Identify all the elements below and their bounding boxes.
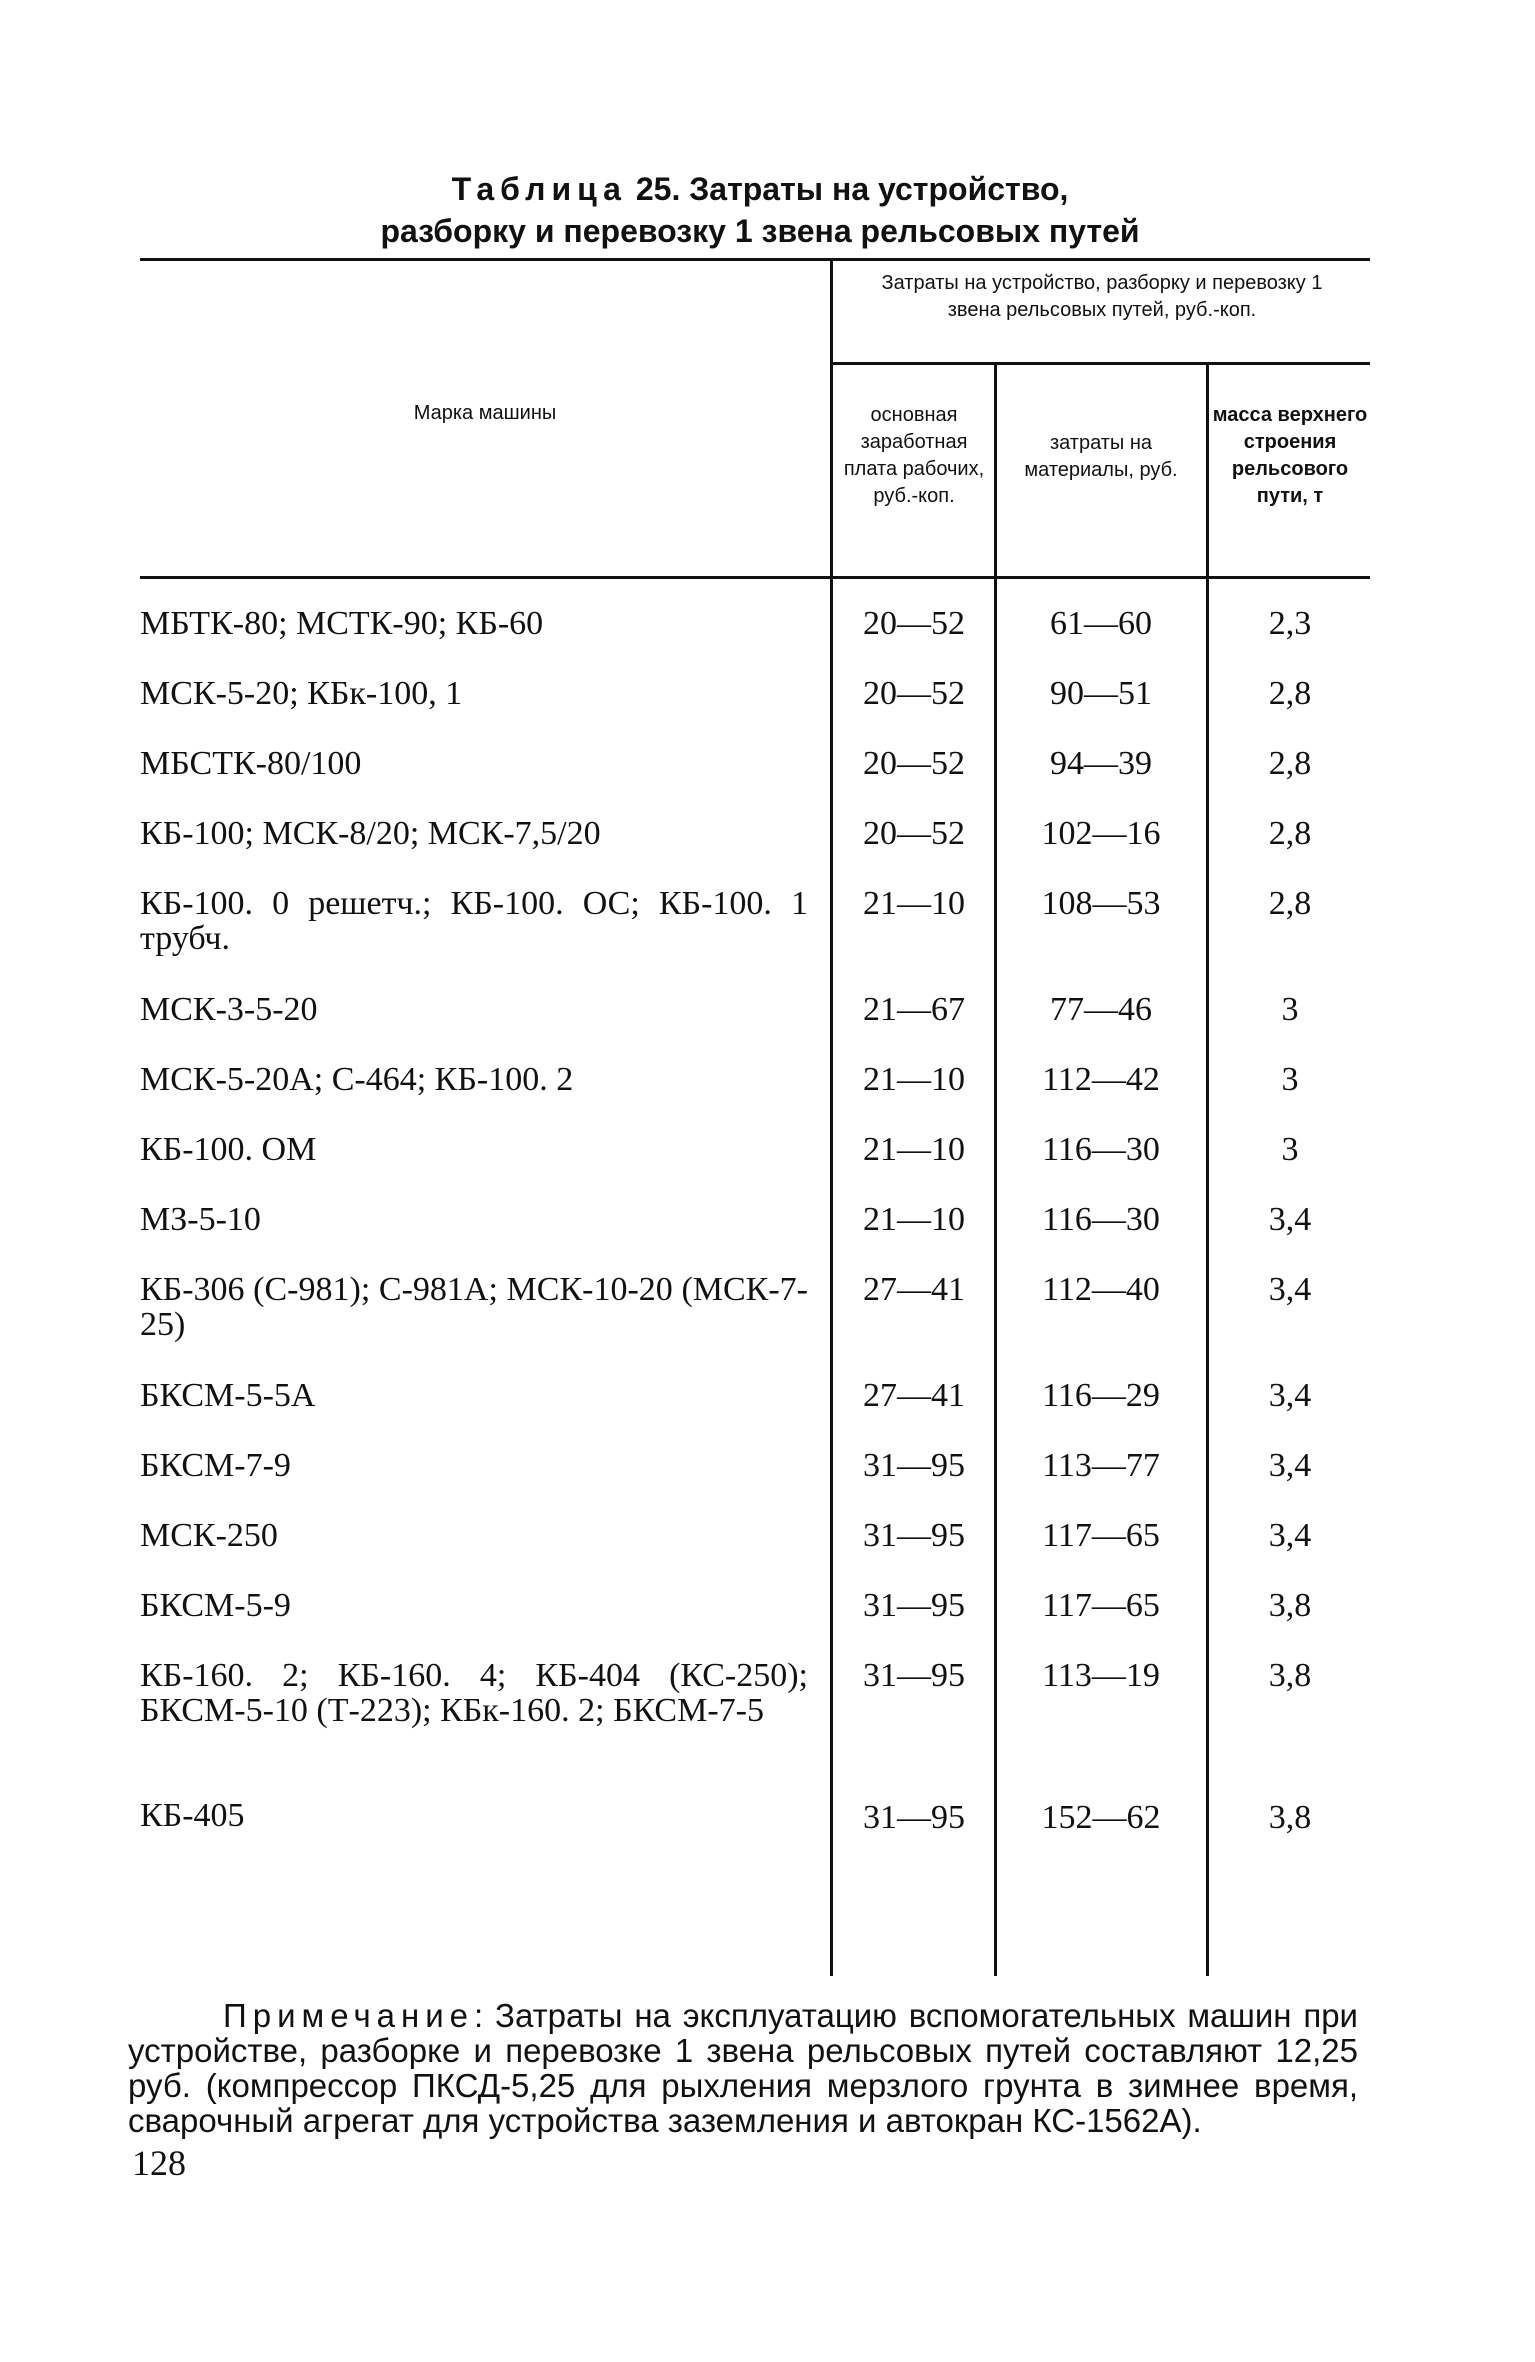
row-name: МБСТК-80/100 — [140, 745, 362, 782]
row-mass: 3 — [1281, 1061, 1299, 1098]
row-wage: 27—41 — [863, 1377, 965, 1414]
row-materials: 112—42 — [1042, 1061, 1160, 1098]
header-mass: масса верхнего строения рельсового пути, т — [1212, 404, 1368, 507]
row-wage: 31—95 — [863, 1799, 965, 1836]
row-mass: 2,8 — [1268, 885, 1312, 922]
row-mass: 3 — [1281, 991, 1299, 1028]
row-name: МСК-250 — [140, 1517, 278, 1554]
row-materials: 90—51 — [1050, 675, 1152, 712]
note-text: : Затраты на эксплуатацию вспомогательных машин при устройстве, разборке и перевозке 1 звена рельсовых путей составляют 12,25 руб. (компрессор ПКСД-5,25 для рыхления мерзлого грунта в зимнее время, сварочный агрегат для устройства заземления и автокран КС-1562А). — [128, 1997, 1358, 2139]
row-mass: 2,8 — [1268, 675, 1312, 712]
row-name: МСК-5-20; КБк-100, 1 — [140, 675, 463, 712]
row-materials: 77—46 — [1050, 991, 1152, 1028]
row-mass: 3,4 — [1268, 1377, 1312, 1414]
row-wage: 20—52 — [863, 605, 965, 642]
row-name: КБ-405 — [140, 1797, 245, 1834]
row-mass: 2,3 — [1268, 605, 1312, 642]
row-materials: 152—62 — [1041, 1799, 1161, 1836]
header-group: Затраты на устройство, разборку и перевозку 1 звена рельсовых путей, руб.-коп. — [881, 272, 1323, 321]
row-mass: 3,8 — [1268, 1587, 1312, 1624]
row-name: БКСМ-5-5А — [140, 1377, 316, 1414]
row-materials: 61—60 — [1050, 605, 1152, 642]
row-name: БКСМ-7-9 — [140, 1447, 291, 1484]
column-divider-1 — [830, 258, 833, 1976]
row-name: МБТК-80; МСТК-90; КБ-60 — [140, 605, 544, 642]
title-prefix: Таблица — [451, 171, 627, 207]
row-mass: 3,4 — [1268, 1201, 1312, 1238]
row-name: КБ-306 (С-981); С-981А; МСК-10-20 (МСК-7-25) — [140, 1271, 808, 1343]
row-name: КБ-160. 2; КБ-160. 4; КБ-404 (КС-250); БКСМ-5-10 (Т-223); КБк-160. 2; БКСМ-7-5 — [140, 1657, 808, 1729]
row-materials: 116—30 — [1042, 1201, 1160, 1238]
row-name: МСК-3-5-20 — [140, 991, 318, 1028]
note-label: Примечание — [223, 1997, 475, 2034]
row-wage: 20—52 — [863, 815, 965, 852]
row-name: КБ-100. ОМ — [140, 1131, 317, 1168]
row-name: КБ-100. 0 решетч.; КБ-100. ОС; КБ-100. 1 трубч. — [140, 885, 808, 957]
row-wage: 20—52 — [863, 745, 965, 782]
row-name: КБ-100; МСК-8/20; МСК-7,5/20 — [140, 815, 601, 852]
column-divider-2 — [994, 362, 997, 1976]
row-materials: 113—19 — [1042, 1657, 1160, 1694]
table-title — [140, 168, 1380, 252]
header-machine: Марка машины — [413, 402, 557, 424]
row-wage: 31—95 — [863, 1517, 965, 1554]
title-line1: 25. Затраты на устройство, — [626, 171, 1069, 207]
column-divider-3 — [1206, 362, 1209, 1976]
page-number: 128 — [132, 2143, 186, 2183]
header-wage: основная заработная плата рабочих, руб.-коп. — [843, 404, 985, 507]
row-materials: 116—29 — [1042, 1377, 1160, 1414]
row-materials: 113—77 — [1042, 1447, 1160, 1484]
row-materials: 102—16 — [1041, 815, 1161, 852]
row-wage: 21—10 — [863, 885, 965, 922]
title-line2: разборку и перевозку 1 звена рельсовых путей — [380, 213, 1140, 249]
row-name: БКСМ-5-9 — [140, 1587, 291, 1624]
row-wage: 21—10 — [863, 1131, 965, 1168]
row-wage: 20—52 — [863, 675, 965, 712]
header-materials: затраты на материалы, руб. — [1024, 432, 1178, 481]
row-materials: 116—30 — [1042, 1131, 1160, 1168]
row-wage: 21—10 — [863, 1061, 965, 1098]
row-materials: 94—39 — [1050, 745, 1152, 782]
row-mass: 3,8 — [1268, 1657, 1312, 1694]
row-mass: 2,8 — [1268, 745, 1312, 782]
row-wage: 21—67 — [863, 991, 965, 1028]
row-mass: 3,4 — [1268, 1517, 1312, 1554]
table-top-rule — [140, 258, 1370, 261]
row-materials: 117—65 — [1042, 1587, 1160, 1624]
row-name: МЗ-5-10 — [140, 1201, 261, 1238]
row-wage: 27—41 — [863, 1271, 965, 1308]
row-mass: 2,8 — [1268, 815, 1312, 852]
row-materials: 117—65 — [1042, 1517, 1160, 1554]
row-materials: 112—40 — [1042, 1271, 1160, 1308]
row-mass: 3,8 — [1268, 1799, 1312, 1836]
table-note — [128, 1998, 1358, 2138]
row-wage: 21—10 — [863, 1201, 965, 1238]
row-wage: 31—95 — [863, 1447, 965, 1484]
row-mass: 3,4 — [1268, 1447, 1312, 1484]
group-header-rule — [832, 362, 1370, 365]
row-wage: 31—95 — [863, 1657, 965, 1694]
row-materials: 108—53 — [1041, 885, 1161, 922]
row-wage: 31—95 — [863, 1587, 965, 1624]
row-name: МСК-5-20А; С-464; КБ-100. 2 — [140, 1061, 574, 1098]
header-bottom-rule — [140, 576, 1370, 579]
row-mass: 3 — [1281, 1131, 1299, 1168]
row-mass: 3,4 — [1268, 1271, 1312, 1308]
